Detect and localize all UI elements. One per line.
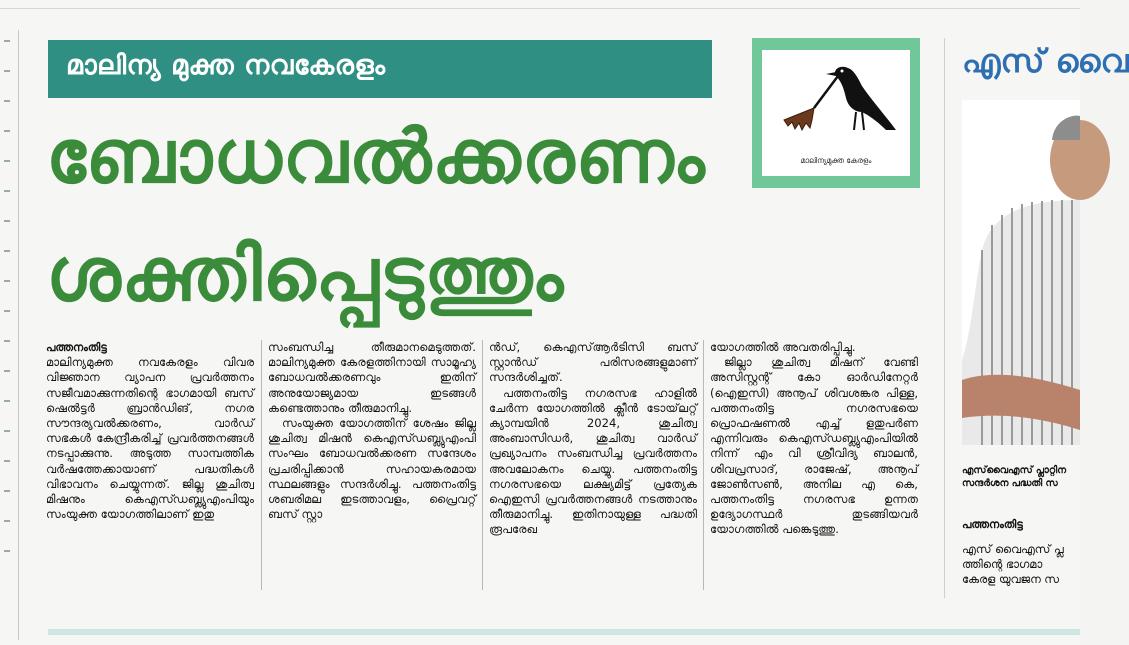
article-paragraph: ൻഡ്, കെഎസ്ആർടിസി ബസ് സ്റ്റാൻഡ് പരിസരങ്ങളുമാണ് സന്ദർശിച്ചത്. bbox=[489, 340, 697, 385]
article-paragraph: പത്തനംതിട്ട നഗരസഭ ഹാളിൽ ചേർന്ന യോഗത്തിൽ ക്ലീൻ ടോയ്‌ലറ്റ് ക്യാമ്പയിൻ 2024, ശുചിത്വ അംബാസിഡർ, ശുചിത്വ വാർഡ് പ്രഖ്യാപനം സംബന്ധിച്ച പ്രവർത്തനം അവലോകനം ചെയ്യു. പത്തനംതിട്ട നഗരസഭയെ ലക്ഷ്യമിട്ട് പ്രത്യേക ഐഇസി പ്രവർത്തനങ്ങൾ നടത്താനും തീരുമാനിച്ചു. ഇതിനായുള്ള പദ്ധതി രൂപരേഖ bbox=[489, 385, 697, 537]
column-rule bbox=[482, 340, 483, 590]
section-banner-title: മാലിന്യ മുക്ത നവകേരളം bbox=[66, 50, 386, 81]
column-rule bbox=[261, 340, 262, 590]
adjacent-page-edge bbox=[0, 30, 18, 630]
headline-line-1: ബോധവൽക്കരണം bbox=[46, 114, 706, 200]
right-story-headline: എസ് വൈ bbox=[962, 42, 1129, 80]
article-column-4 bbox=[710, 340, 918, 538]
right-story-line: ത്തിന്റെ ഭാഗമാ bbox=[962, 557, 1043, 572]
headline-line-2: ശക്തിപ്പെടുത്തും bbox=[46, 232, 565, 318]
dateline: പത്തനംതിട്ട bbox=[46, 341, 107, 354]
photo-caption bbox=[962, 464, 1080, 490]
left-column-rule bbox=[18, 30, 19, 640]
article-paragraph: യോഗത്തിൽ അവതരിപ്പിച്ചു. bbox=[710, 340, 856, 354]
top-divider bbox=[0, 8, 1080, 9]
photo-caption-line: സന്ദർശന പദ്ധതി സ bbox=[962, 478, 1058, 489]
right-story-line: കേരള യുവജന സ bbox=[962, 572, 1059, 587]
article-paragraph: സംയുക്ത യോഗത്തിന് ശേഷം ജില്ല ശുചിത്വ മിഷൻ കെഎസ്ഡബ്ല്യുഎംപി സംഘം ബോധവൽക്കരണ സന്ദേശം പ്രചരിപ്പിക്കാൻ സഹായകരമായ സ്ഥലങ്ങളും സന്ദർശിച്ചു. പത്തനംതിട്ട ശബരിമല ഇടത്താവളം, പ്രൈവറ്റ് ബസ് സ്റ്റാ bbox=[268, 416, 476, 522]
article-column-1 bbox=[46, 340, 254, 522]
article-column-3 bbox=[489, 340, 697, 538]
campaign-logo bbox=[752, 38, 920, 188]
column-rule bbox=[703, 340, 704, 590]
article-column-2 bbox=[268, 340, 476, 522]
bottom-band bbox=[48, 629, 1080, 635]
right-story-dateline: പത്തനംതിട്ട bbox=[962, 518, 1023, 531]
section-banner bbox=[48, 40, 712, 98]
article-paragraph: സംബന്ധിച്ച തീരുമാനമെടുത്തത്. മാലിന്യമുക്ത കേരളത്തിനായി സാമൂഹ്യ ബോധവൽക്കരണവും ഇതിന് അനുയോജ്യമായ ഇടങ്ങൾ കണ്ടെത്താനും തീരുമാനിച്ചു. bbox=[268, 340, 476, 415]
logo-caption: മാലിന്യമുക്ത കേരളം bbox=[800, 156, 872, 165]
person-photo-image bbox=[962, 100, 1080, 445]
crow-broom-icon bbox=[762, 50, 910, 160]
right-story-rule bbox=[944, 38, 945, 598]
right-story-body bbox=[962, 542, 1080, 588]
logo-panel bbox=[762, 50, 910, 176]
article-paragraph: മാലിന്യമുക്ത നവകേരളം വിവര വിജ്ഞാന വ്യാപന പ്രവർത്തനം സജീവമാക്കുന്നതിന്റെ ഭാഗമായി ബസ് ഷെൽട്ടർ ബ്രാൻഡിങ്, നഗര സൗന്ദര്യവൽക്കരണം, വാർഡ് സഭകൾ കേന്ദ്രീകരിച്ച് പ്രവർത്തനങ്ങൾ നടപ്പാക്കുന്നു. അടുത്ത സാമ്പത്തിക വർഷത്തേക്കായാണ് പദ്ധതികൾ വിഭാവനം ചെയ്യുന്നത്. ജില്ല ശുചിത്വ മിഷനും കെഎസ്ഡബ്ല്യുഎംപിയും സംയുക്ത യോഗത്തിലാണ് ഇതു bbox=[46, 355, 254, 522]
photo-caption-line: എസ്‌വൈഎസ് പ്ലാറ്റിന bbox=[962, 465, 1067, 476]
article-paragraph: ജില്ലാ ശുചിത്വ മിഷന് വേണ്ടി അസിസ്റ്റന്റ് കോ ഓർഡിനേറ്റർ (ഐഇസി) അനൂപ് ശിവശങ്കര പിള്ള, പത്തനംതിട്ട നഗരസഭയെ പ്രൊഫഷണൽ എച്ച് ളതുപർണ എന്നിവരും കെഎസ്ഡബ്ല്യുഎംപിയിൽ നിന്ന് എം വി ശ്രീവിദ്യ ബാലൻ, ശിവപ്രസാദ്, രാജേഷ്, അനൂപ് ജോൺസൺ, അനില എ കെ, പത്തനംതിട്ട നഗരസഭ ഉന്നത ഉദ്യോഗസ്ഥർ തുടങ്ങിയവർ യോഗത്തിൽ പങ്കെടുത്തു. bbox=[710, 355, 918, 537]
right-story-line: എസ് വൈഎസ് പ്ല bbox=[962, 542, 1064, 556]
person-photo bbox=[962, 100, 1080, 445]
